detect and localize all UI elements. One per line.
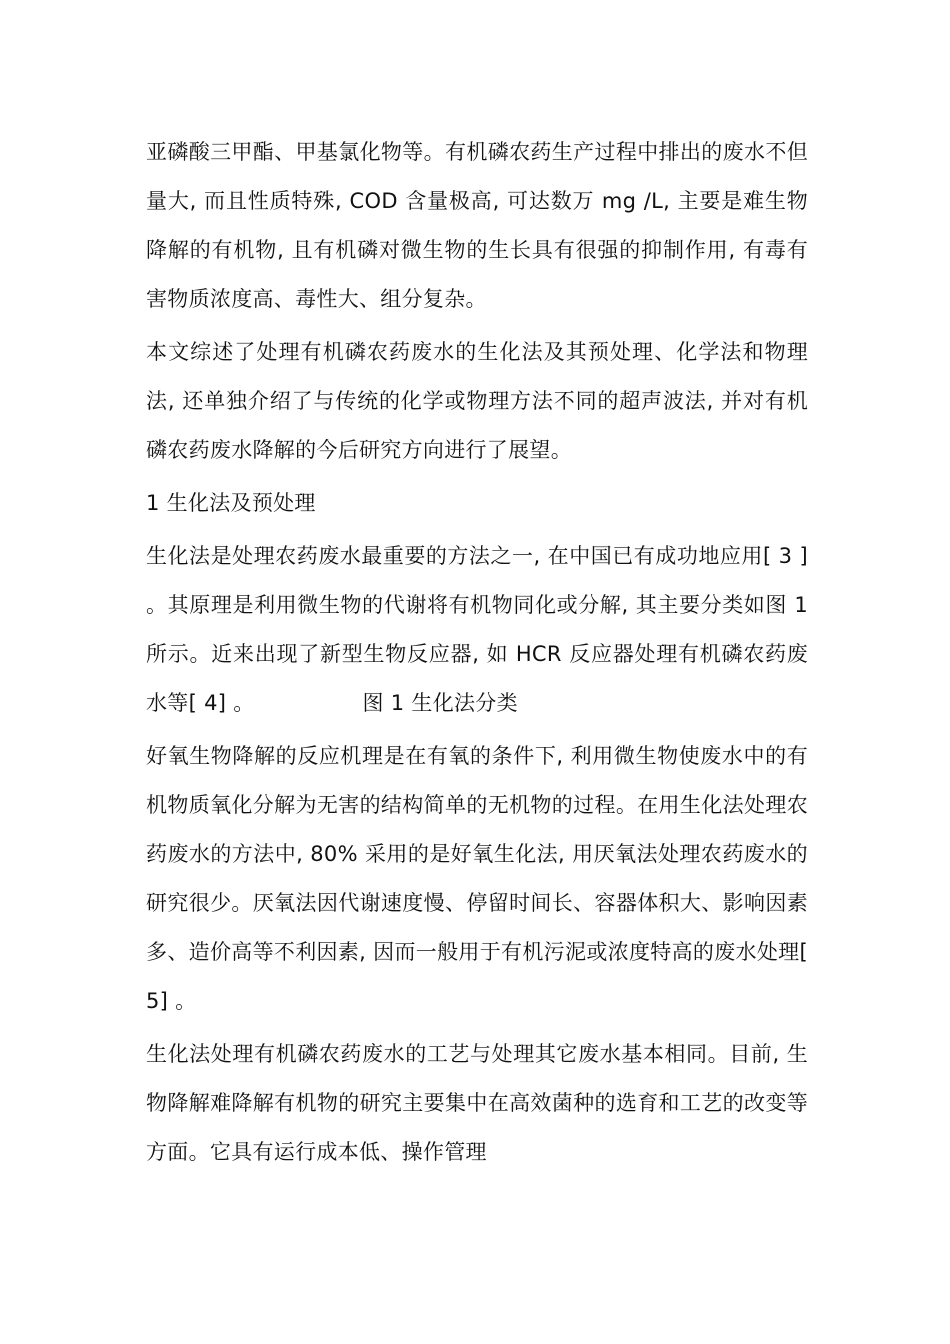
paragraph-biochemical-text: 生化法是处理农药废水最重要的方法之一, 在中国已有成功地应用[ 3 ] 。其原理是利用微生物的代谢将有机物同化或分解, 其主要分类如图 1 所示。近来出现了新型生物反应器, 如 HCR 反应器处理有机磷农药废水等[ 4] 。 [146,544,808,715]
paragraph-overview: 本文综述了处理有机磷农药废水的生化法及其预处理、化学法和物理法, 还单独介绍了与传统的化学或物理方法不同的超声波法, 并对有机磷农药废水降解的今后研究方向进行了展望。 [146,340,808,462]
section-heading: 1 生化法及预处理 [146,491,316,515]
paragraph-biochemical-method [146,532,808,728]
paragraph-process: 生化法处理有机磷农药废水的工艺与处理其它废水基本相同。目前, 生物降解难降解有机物的研究主要集中在高效菌种的选育和工艺的改变等方面。它具有运行成本低、操作管理 [146,1042,808,1164]
document-body [146,128,808,1181]
paragraph-aerobic: 好氧生物降解的反应机理是在有氧的条件下, 利用微生物使废水中的有机物质氧化分解为无害的结构简单的无机物的过程。在用生化法处理农药废水的方法中, 80% 采用的是好氧生化法, 用厌氧法处理农药废水的研究很少。厌氧法因代谢速度慢、停留时间长、容器体积大、影响因素多、造价高等不利因素, 因而一般用于有机污泥或浓度特高的废水处理[ 5] 。 [146,744,808,1013]
paragraph-intro-continued: 亚磷酸三甲酯、甲基氯化物等。有机磷农药生产过程中排出的废水不但量大, 而且性质特殊, COD 含量极高, 可达数万 mg /L, 主要是难生物降解的有机物, 且有机磷对微生物的生长具有很强的抑制作用, 有毒有害物质浓度高、毒性大、组分复杂。 [146,140,808,311]
figure-caption: 图 1 生化法分类 [362,691,518,715]
